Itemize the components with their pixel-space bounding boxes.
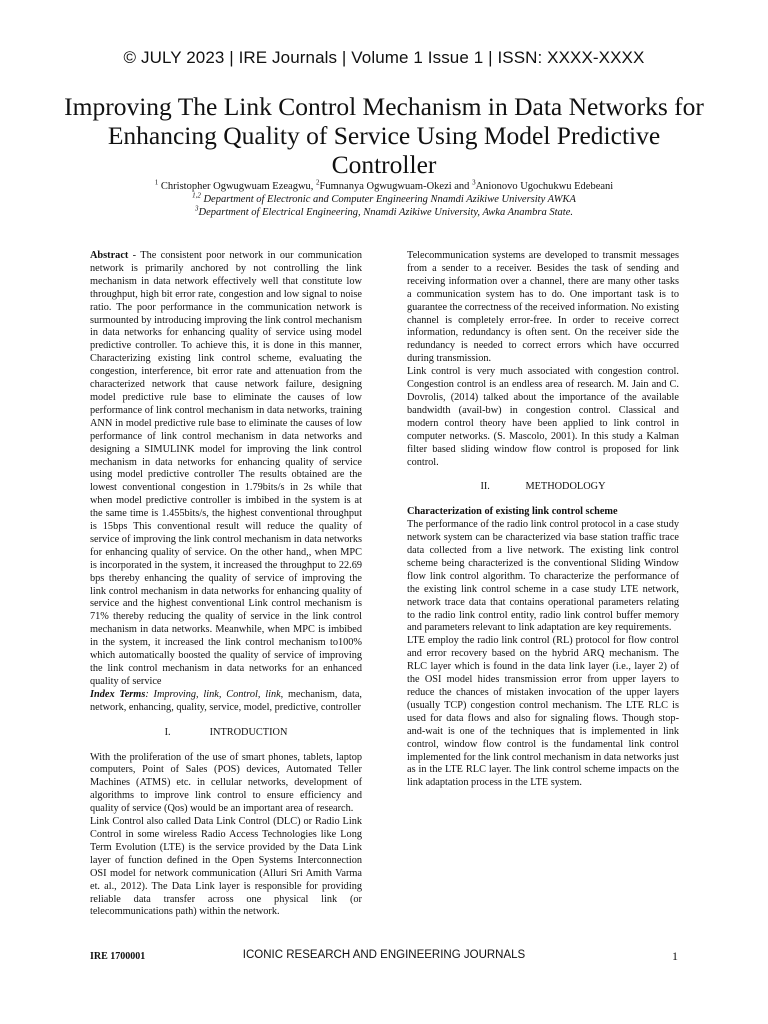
footer-journal-name: ICONIC RESEARCH AND ENGINEERING JOURNALS [242, 949, 526, 961]
author-block [0, 180, 768, 219]
author-sup-1: 1 [154, 178, 159, 187]
intro-paragraph-2: Link Control also called Data Link Control (DLC) or Radio Link Control in some wireless Radio Access Technologies like Long Term Evolution (LTE) is the service provided by the Data Link layer of function defined in the Open Systems Interconnection OSI model for network communication (Alluri Sri Amith Varma et. al., 2012). The Data Link layer is responsible for providing reliable data transfer across one physical link (or telecommunications path) within the network. [90, 816, 362, 918]
author-1: Christopher Ogwugwuam Ezeagwu, [158, 181, 317, 192]
abstract-text: - The consistent poor network in our communication network is primarily anchored by not controlling the link mechanism in data network effectively well that constitute low throughput, high bit error rate, congestion and low signal to noise ratio. The poor performance in the communication network is surmounted by introducing improving the link control mechanism in data networks for enhancing quality of service using model predictive controller. To achieve this, it is done in this manner, Characterizing existing link control scheme, evaluating the congestion, interference, bit error rate and attenuation from the characterized network that cause network failure, designing model predictive rule base to eliminate the causes of low performance of link control mechanism in data networks, training ANN in model predictive rule base to eliminate the causes of low performance of link control mechanism in data networks and designing a SIMULINK model for improving the link control mechanism in data networks for enhancing quality of service using model predictive controller The results obtained are the lowest conventional congestion in 1.79bits/s in 2s while that when model predictive controller is imbibed in the system is at the same time is 1.455bits/s, the highest conventional throughput is 15bps This conventional result will reduce the quality of service of improving the link control mechanism in data networks for enhancing quality of service. On the other hand,, when MPC is incorporated in the system, it increased the throughput to 22.69 bps thereby enhancing the quality of service of improving the link control mechanism in data networks for enhancing quality of service and the highest conventional Link control mechanism is 71% thereby reducing the quality of service in the link control mechanism in data networks. Meanwhile, when MPC is imbibed in the system, it increased the link control mechanism to100% which automatically boosted the quality of service of improving the link control mechanism in data networks for an enhanced quality of service [90, 250, 362, 687]
author-sup-3: 3 [472, 178, 476, 187]
intro-paragraph-1: With the proliferation of the use of smart phones, tablets, laptop computers, Point of Sales (POS) devices, Automated Teller Machines (ATMS) etc. in cellular networks, development of algorithms to improve link control to ensure efficiency and quality of service (Qos) would be an important area of research. [90, 751, 362, 815]
affiliation-1 [0, 193, 768, 206]
affiliation-2-text: Department of Electrical Engineering, Nnamdi Azikiwe University, Awka Anambra State. [198, 207, 573, 218]
index-terms [90, 689, 362, 715]
author-names [0, 180, 768, 193]
index-terms-italic: : Improving, link, Control, link, [145, 688, 284, 700]
affiliation-1-text: Department of Electronic and Computer Engineering Nnamdi Azikiwe University AWKA [200, 194, 576, 205]
affiliation-1-sup: 1,2 [192, 191, 201, 200]
author-2: Fumnanya Ogwugwuam-Okezi and [319, 181, 473, 192]
methodology-paragraph-1: The performance of the radio link control protocol in a case study network system can be characterized via base station traffic trace data collected from a live network. The existing link control scheme being characterized is the conventional Sliding Window flow link control algorithm. To characterize the performance of the existing link control scheme in a case study LTE network, network trace data that contains operational parameters relating to the radio link control entity, radio link control buffer memory and parameters relevant to link adaptation are key requirements. [407, 519, 679, 634]
index-terms-text: mechanism, data, network, enhancing, quality, service, model, predictive, controller [90, 688, 363, 713]
footer-page-number: 1 [672, 949, 678, 963]
left-column [90, 250, 362, 919]
affiliation-2 [0, 206, 768, 219]
intro-heading [90, 727, 362, 740]
methodology-paragraph-2: LTE employ the radio link control (RL) protocol for flow control and error recovery based on the hybrid ARQ mechanism. The RLC layer which is found in the data link layer (i.e., layer 2) of the OSI model hides transmission error from upper layers to reduce the chances of mistaken invocation of the upper layers (usually TCP) congestion control mechanism. The LTE RLC is used for data flows and also for signaling flows. Though stop-and-wait is one of the techniques that is implemented in link control, window flow control is the fundamental link control implemented for the link control mechanism in data networks just as in the LTE RLC layer. The link control scheme impacts on the link adaptation process in the LTE system. [407, 635, 679, 789]
methodology-heading [407, 481, 679, 494]
methodology-number: II. [480, 481, 490, 493]
paper-title: Improving The Link Control Mechanism in Data Networks for Enhancing Quality of Service Using Model Predictive Controller [64, 92, 704, 179]
intro-title: INTRODUCTION [209, 726, 288, 738]
affiliation-2-sup: 3 [195, 204, 199, 213]
abstract-label: Abstract [90, 250, 129, 261]
methodology-title: METHODOLOGY [525, 481, 606, 493]
intro-paragraph-3: Telecommunication systems are developed to transmit messages from a sender to a receiver. Besides the task of sending and receiving information over a channel, there are many other tasks a communication system has to do. One important task is to guarantee the correctness of the received information. No existing channel is completely error-free. In order to receive correct information, redundancy is often sent. On the receiver side the redundancy is needed to correct errors which have occurred during transmission. [407, 250, 679, 365]
author-3: Anionovo Ugochukwu Edebeani [475, 181, 614, 192]
methodology-subheading: Characterization of existing link control scheme [407, 506, 618, 518]
journal-header: © JULY 2023 | IRE Journals | Volume 1 Issue 1 | ISSN: XXXX-XXXX [123, 48, 645, 67]
intro-paragraph-4: Link control is very much associated with congestion control. Congestion control is an endless area of research. M. Jain and C. Dovrolis, (2014) talked about the importance of the available bandwidth (avail-bw) in congestion control. Classical and modern control theory have been applied to link control in computer networks. (S. Mascolo, 2001). In this study a Kalman filter based sliding window flow control is proposed for link control. [407, 366, 679, 468]
intro-number: I. [164, 726, 171, 738]
index-terms-label: Index Terms [90, 688, 146, 700]
right-column [407, 250, 679, 790]
abstract [90, 250, 362, 689]
author-sup-2: 2 [316, 178, 320, 187]
footer-paper-id: IRE 1700001 [90, 951, 146, 962]
